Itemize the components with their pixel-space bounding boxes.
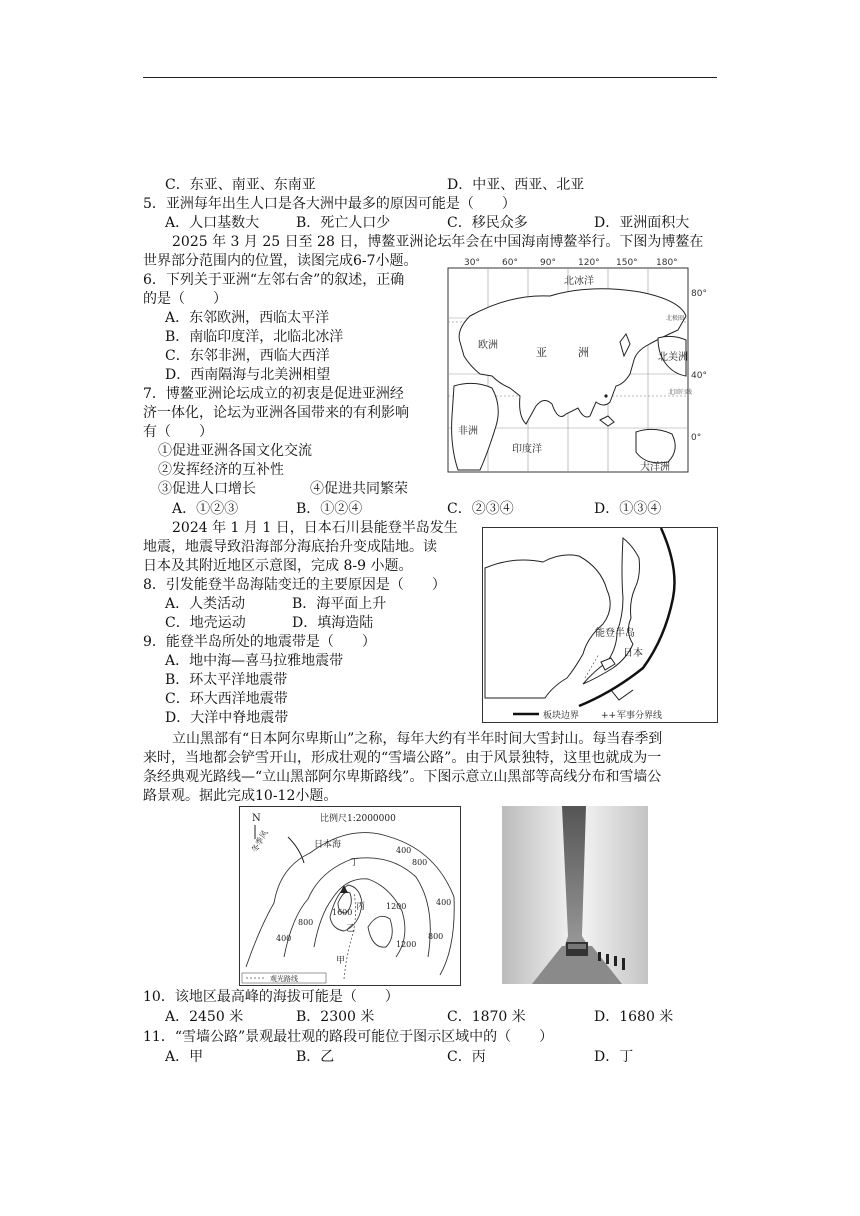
lat-label: 40° (691, 371, 707, 381)
contour-label: 1200 (386, 902, 407, 911)
q9-option-b: B．环太平洋地震带 (165, 672, 288, 688)
legend-military-symbol: ++ (601, 711, 617, 721)
header-rule (143, 77, 717, 78)
boao-marker (604, 394, 607, 397)
question-5: 5．亚洲每年出生人口是各大洲中最多的原因可能是（ ） (143, 196, 516, 212)
scale-label: 比例尺1:2000000 (320, 814, 396, 824)
lat-label: 0° (691, 433, 702, 443)
q7-statement-2: ②发挥经济的互补性 (158, 462, 284, 478)
q6-option-c: C．东邻非洲，西临大西洋 (165, 348, 330, 364)
location-bing: 丙 (356, 902, 366, 912)
question-11: 11．“雪墙公路”景观最壮观的路段可能位于图示区域中的（ ） (143, 1029, 554, 1045)
contour-label: 800 (428, 932, 444, 941)
q7-option-b: B．①②④ (296, 501, 363, 517)
contour-label: 400 (276, 934, 292, 943)
lon-label: 90° (540, 258, 556, 268)
asia-map-figure (440, 256, 718, 476)
q6-option-b: B．南临印度洋，北临北冰洋 (165, 329, 344, 345)
question-7-line-1: 7．博鳌亚洲论坛成立的初衷是促进亚洲经 (143, 386, 404, 402)
lon-label: 30° (464, 258, 480, 268)
lat-label: 80° (691, 289, 707, 299)
q8-option-b: B．海平面上升 (292, 596, 387, 612)
question-7-line-2: 济一体化，论坛为亚洲各国带来的有利影响 (143, 405, 409, 421)
q8-option-a: A．人类活动 (165, 596, 246, 612)
question-6-line-1: 6．下列关于亚洲“左邻右舍”的叙述，正确 (143, 272, 405, 288)
legend-plate-boundary: 板块边界 (543, 711, 580, 721)
lon-label: 120° (578, 258, 600, 268)
question-6-line-2: 的是（ ） (143, 291, 227, 307)
q6-option-a: A．东邻欧洲，西临太平洋 (165, 310, 330, 326)
option-d-line: D．中亚、西亚、北亚 (447, 177, 585, 193)
q5-option-c: C．移民众多 (447, 215, 528, 231)
q7-option-d: D．①③④ (594, 501, 662, 517)
legend-military-line: 军事分界线 (617, 711, 663, 721)
north-america-label: 北美洲 (658, 352, 688, 363)
contour-label: 800 (298, 918, 314, 927)
q7-statement-4: ④促进共同繁荣 (310, 481, 408, 497)
contour-label: 800 (412, 858, 428, 867)
q10-option-c: C．1870 米 (447, 1009, 526, 1025)
route-legend: 观光路线 (270, 975, 298, 983)
passage-3-line-1: 立山黑部有“日本阿尔卑斯山”之称，每年大约有半年时间大雪封山。每当春季到 (172, 731, 663, 747)
contour-label: 1200 (396, 940, 417, 949)
oceania-label: 大洋洲 (640, 462, 670, 473)
lon-label: 60° (502, 258, 518, 268)
asia-label-1: 亚 (536, 346, 547, 359)
winter-wind-label: 冬季风 (249, 828, 270, 854)
location-jia: 甲 (336, 956, 346, 966)
contour-label: 400 (396, 846, 412, 855)
contour-label: 400 (436, 898, 452, 907)
question-8: 8．引发能登半岛海陆变迁的主要原因是（ ） (143, 577, 446, 593)
contour-label: 1600 (332, 908, 353, 917)
asia-label-2: 洲 (578, 346, 589, 359)
north-arrow: N (252, 813, 261, 824)
option-c-line: C．东亚、南亚、东南亚 (165, 177, 316, 193)
sea-of-japan-label: 日本海 (314, 840, 342, 850)
q9-option-a: A．地中海—喜马拉雅地震带 (165, 653, 344, 669)
lon-label: 180° (656, 258, 678, 268)
arctic-circle-label: 北极圈 (666, 315, 685, 322)
passage-3-line-3: 条经典观光路线—“立山黑部阿尔卑斯路线”。下图示意立山黑部等高线分布和雪墙公 (143, 769, 662, 785)
japan-map-figure (482, 527, 718, 723)
contour-map-figure (239, 806, 461, 986)
location-yi: 乙 (346, 924, 356, 934)
arctic-ocean-label: 北冰洋 (564, 276, 594, 287)
q11-option-c: C．丙 (447, 1049, 486, 1065)
passage-3-line-4: 路景观。据此完成10-12小题。 (143, 788, 338, 804)
q10-option-d: D．1680 米 (594, 1009, 674, 1025)
q11-option-b: B．乙 (296, 1049, 335, 1065)
q9-option-d: D．大洋中脊地震带 (165, 710, 289, 726)
passage-3-line-2: 来时，当地都会铲雪开山，形成壮观的“雪墙公路”。由于风景独特，这里也就成为一 (143, 750, 662, 766)
passage-2-line-3: 日本及其附近地区示意图，完成 8-9 小题。 (143, 558, 413, 574)
question-7-line-3: 有（ ） (143, 424, 213, 440)
location-ding: 丁 (350, 858, 360, 868)
snow-wall-photo (502, 806, 648, 984)
q8-option-d: D．填海造陆 (292, 615, 374, 631)
passage-2-line-1: 2024 年 1 月 1 日，日本石川县能登半岛发生 (172, 520, 458, 536)
q11-option-a: A．甲 (165, 1049, 204, 1065)
q10-option-a: A．2450 米 (165, 1009, 244, 1025)
q7-statement-1: ①促进亚洲各国文化交流 (158, 443, 312, 459)
indian-ocean-label: 印度洋 (512, 444, 542, 455)
q5-option-a: A．人口基数大 (165, 215, 260, 231)
europe-label: 欧洲 (478, 340, 498, 351)
q5-option-b: B．死亡人口少 (296, 215, 391, 231)
q5-option-d: D．亚洲面积大 (594, 215, 690, 231)
q11-option-d: D．丁 (594, 1049, 634, 1065)
passage-1-line-2: 世界部分范围内的位置，读图完成6-7小题。 (143, 253, 418, 269)
noto-peninsula-label: 能登半岛 (595, 628, 635, 639)
passage-2-line-2: 地震，地震导致沿海部分海底抬升变成陆地。读 (143, 539, 437, 555)
q7-statement-3: ③促进人口增长 (158, 481, 256, 497)
japan-label: 日本 (623, 648, 643, 659)
q8-option-c: C．地壳运动 (165, 615, 246, 631)
passage-1-line-1: 2025 年 3 月 25 日至 28 日，博鳌亚洲论坛年会在中国海南博鳌举行。下图为博鳌在 (172, 234, 704, 250)
tropic-label: 北回归线 (668, 389, 693, 396)
question-9: 9．能登半岛所处的地震带是（ ） (143, 634, 376, 650)
q7-option-c: C．②③④ (447, 501, 514, 517)
africa-label: 非洲 (458, 426, 478, 437)
lon-label: 150° (616, 258, 638, 268)
question-10: 10．该地区最高峰的海拔可能是（ ） (143, 989, 399, 1005)
q10-option-b: B．2300 米 (296, 1009, 375, 1025)
q6-option-d: D．西南隔海与北美洲相望 (165, 367, 331, 383)
q7-option-a: A．①②③ (172, 501, 239, 517)
q9-option-c: C．环大西洋地震带 (165, 691, 288, 707)
